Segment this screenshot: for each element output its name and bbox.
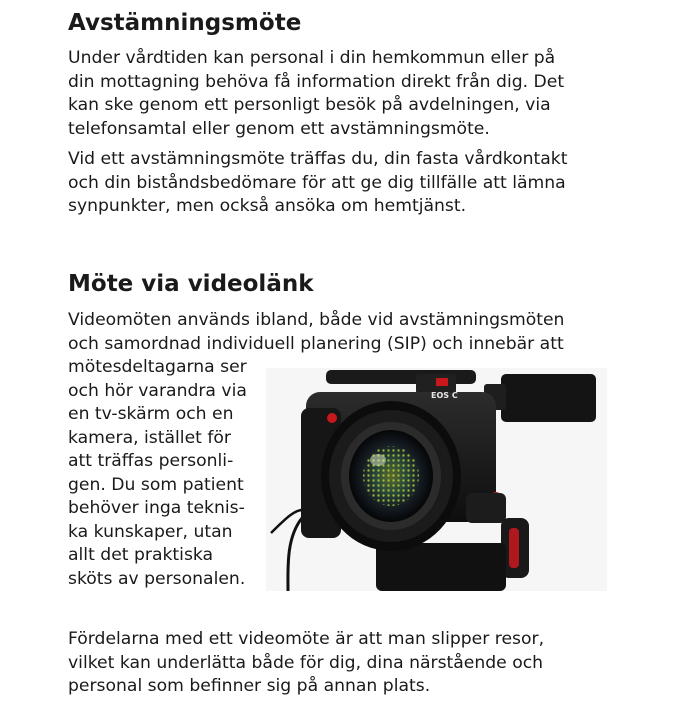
text-line: Fördelarna med ett videomöte är att man slipper resor,: [68, 629, 545, 649]
text-line: kamera, istället för: [68, 427, 231, 448]
text-line: Under vårdtiden kan personal i din hemkommun eller på: [68, 48, 556, 68]
text-line: en tv-skärm och en: [68, 404, 234, 424]
heading-avstamningsmote: Avstämningsmöte: [68, 10, 302, 36]
text-line: att träffas personli-: [68, 451, 234, 471]
text-line: och hör varandra via: [68, 380, 247, 401]
text-line: allt det praktiska: [68, 545, 214, 565]
camera-brand-mark: EOS C: [431, 391, 458, 400]
text-line: och samordnad individuell planering (SIP) och innebär att: [68, 333, 564, 354]
text-line: och din biståndsbedömare för att ge dig tillfälle att lämna: [68, 172, 566, 193]
text-line: kan ske genom ett personligt besök på avdelningen, via: [68, 95, 551, 115]
text-line: vilket kan underlätta både för dig, dina närstående och: [68, 652, 544, 673]
text-line: ka kunskaper, utan: [68, 521, 233, 542]
heading-videolank: Möte via videolänk: [68, 271, 314, 297]
paragraph-intro: [68, 47, 564, 141]
text-line: personal som befinner sig på annan plats.: [68, 676, 431, 696]
paragraph-video-wrap: [68, 356, 247, 591]
text-line: sköts av personalen.: [68, 568, 246, 589]
text-line: din mottagning behöva få information direkt från dig. Det: [68, 71, 565, 92]
text-line: Vid ett avstämningsmöte träffas du, din fasta vårdkontakt: [68, 149, 568, 169]
paragraph-video-intro: [68, 309, 564, 356]
text-line: mötesdeltagarna ser: [68, 357, 247, 377]
video-camera-photo: [266, 368, 607, 591]
text-line: gen. Du som patient: [68, 474, 244, 495]
paragraph-meeting: [68, 148, 567, 219]
paragraph-advantages: [68, 628, 544, 699]
video-camera-icon: [266, 368, 607, 591]
text-line: behöver inga teknis-: [68, 498, 245, 518]
text-line: synpunkter, men också ansöka om hemtjänst.: [68, 196, 467, 216]
text-line: Videomöten används ibland, både vid avstämningsmöten: [68, 310, 565, 330]
text-line: telefonsamtal eller genom ett avstämningsmöte.: [68, 118, 490, 139]
